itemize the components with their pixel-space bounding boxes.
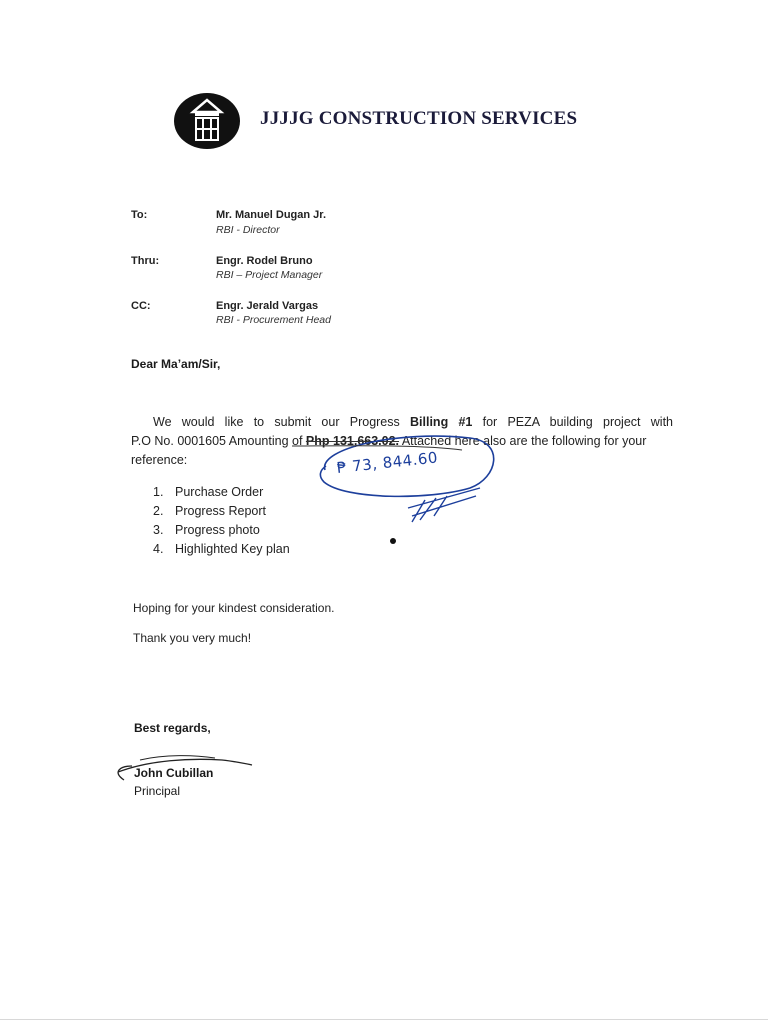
body-line-1 bbox=[131, 413, 673, 432]
list-number: 4. bbox=[153, 542, 164, 556]
list-number: 2. bbox=[153, 504, 164, 518]
thru-label: Thru: bbox=[131, 255, 160, 267]
best-regards: Best regards, bbox=[134, 721, 211, 735]
list-item bbox=[153, 483, 290, 502]
body-text: Attached here also are the following for your bbox=[399, 434, 647, 448]
list-label: Purchase Order bbox=[175, 485, 264, 499]
signer-name: John Cubillan bbox=[134, 766, 214, 780]
list-number: 3. bbox=[153, 523, 164, 537]
closing-thanks: Thank you very much! bbox=[133, 631, 252, 645]
to-role: RBI - Director bbox=[216, 224, 280, 236]
body-text: P.O No. 0001605 Amounting of bbox=[131, 434, 306, 448]
page-edge-divider bbox=[0, 1019, 768, 1020]
list-item bbox=[153, 521, 290, 540]
list-item bbox=[153, 502, 290, 521]
to-name: Mr. Manuel Dugan Jr. bbox=[216, 209, 327, 221]
body-line-3: reference: bbox=[131, 453, 188, 467]
thru-name: Engr. Rodel Bruno bbox=[216, 255, 313, 267]
list-label: Progress Report bbox=[175, 504, 267, 518]
signer-title: Principal bbox=[134, 784, 181, 798]
company-name: JJJJG CONSTRUCTION SERVICES bbox=[260, 108, 578, 129]
list-label: Progress photo bbox=[175, 523, 260, 537]
salutation: Dear Ma’am/Sir, bbox=[131, 357, 221, 371]
to-label: To: bbox=[131, 209, 148, 221]
list-number: 1. bbox=[153, 485, 164, 499]
house-gate-logo-icon bbox=[173, 92, 241, 150]
billing-number: Billing #1 bbox=[410, 415, 473, 429]
body-line-2 bbox=[131, 432, 673, 451]
handwritten-amount: ₱ 73, 844.60 bbox=[336, 448, 439, 477]
billing-amount: Php 131,663.02. bbox=[305, 434, 400, 448]
closing-hoping: Hoping for your kindest consideration. bbox=[133, 601, 335, 615]
list-item bbox=[153, 540, 290, 559]
thru-role: RBI – Project Manager bbox=[216, 269, 323, 281]
body-text: for PEZA building project with bbox=[472, 415, 673, 429]
cc-role: RBI - Procurement Head bbox=[216, 314, 331, 326]
cc-name: Engr. Jerald Vargas bbox=[216, 300, 319, 312]
body-text: We would like to submit our Progress bbox=[153, 415, 411, 429]
list-label: Highlighted Key plan bbox=[175, 542, 290, 556]
attachment-list bbox=[153, 483, 290, 559]
ink-dot bbox=[390, 538, 396, 544]
cc-label: CC: bbox=[131, 300, 151, 312]
